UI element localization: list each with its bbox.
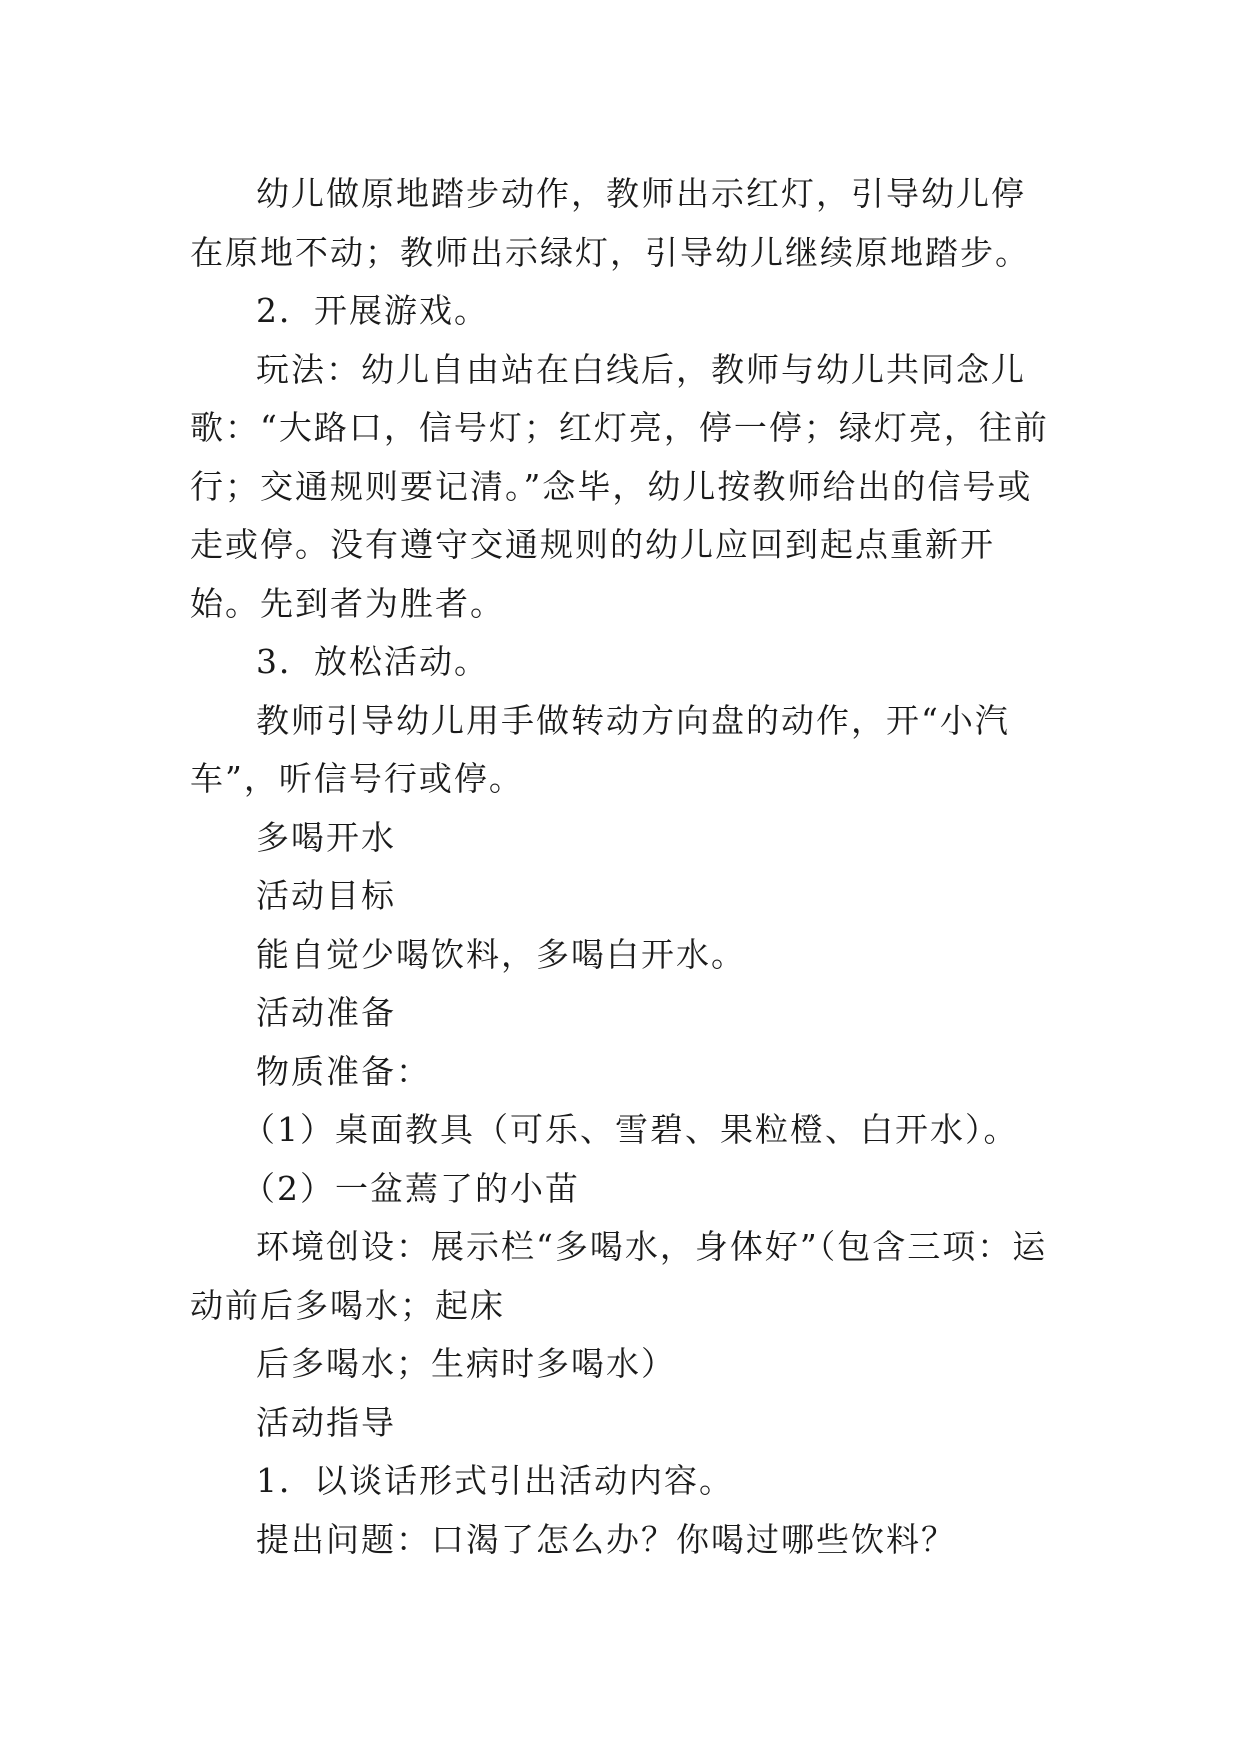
paragraph-goal-text: 能自觉少喝饮料，多喝白开水。 bbox=[256, 934, 746, 974]
paragraph-questions: 提出问题：口渴了怎么办？你喝过哪些饮料？ bbox=[256, 1519, 956, 1559]
paragraph-environment-setup: 环境创设：展示栏“多喝水，身体好”（包含三项：运动前后多喝水；起床 bbox=[190, 1227, 1048, 1325]
list-item-material-1: （1）桌面教具（可乐、雪碧、果粒橙、白开水）。 bbox=[242, 1110, 1019, 1149]
heading-activity-guidance: 活动指导 bbox=[256, 1402, 396, 1442]
paragraph-step-2-heading: 2．开展游戏。 bbox=[256, 291, 489, 330]
paragraph-relax-activity: 教师引导幼儿用手做转动方向盘的动作，开“小汽车”，听信号行或停。 bbox=[190, 700, 1010, 798]
document-body bbox=[190, 165, 1050, 1569]
paragraph-environment-setup-cont: 后多喝水；生病时多喝水） bbox=[256, 1344, 676, 1383]
paragraph-game-rules: 玩法：幼儿自由站在白线后，教师与幼儿共同念儿歌：“大路口，信号灯；红灯亮，停一停；绿灯亮，往前行；交通规则要记清。”念毕，幼儿按教师给出的信号或走或停。没有遵守交通规则的幼儿应回到起点重新开始。先到者为胜者。 bbox=[190, 349, 1049, 623]
paragraph-traffic-light-warmup: 幼儿做原地踏步动作，教师出示红灯，引导幼儿停在原地不动；教师出示绿灯，引导幼儿继续原地踏步。 bbox=[190, 174, 1030, 272]
paragraph-step-1-heading: 1．以谈话形式引出活动内容。 bbox=[256, 1461, 734, 1500]
section-title-drink-water: 多喝开水 bbox=[256, 817, 396, 857]
list-item-material-2: （2）一盆蔫了的小苗 bbox=[242, 1168, 580, 1208]
heading-activity-prep: 活动准备 bbox=[256, 993, 396, 1032]
heading-activity-goals: 活动目标 bbox=[256, 876, 396, 915]
paragraph-material-prep: 物质准备： bbox=[256, 1051, 431, 1091]
paragraph-step-3-heading: 3．放松活动。 bbox=[256, 642, 489, 681]
